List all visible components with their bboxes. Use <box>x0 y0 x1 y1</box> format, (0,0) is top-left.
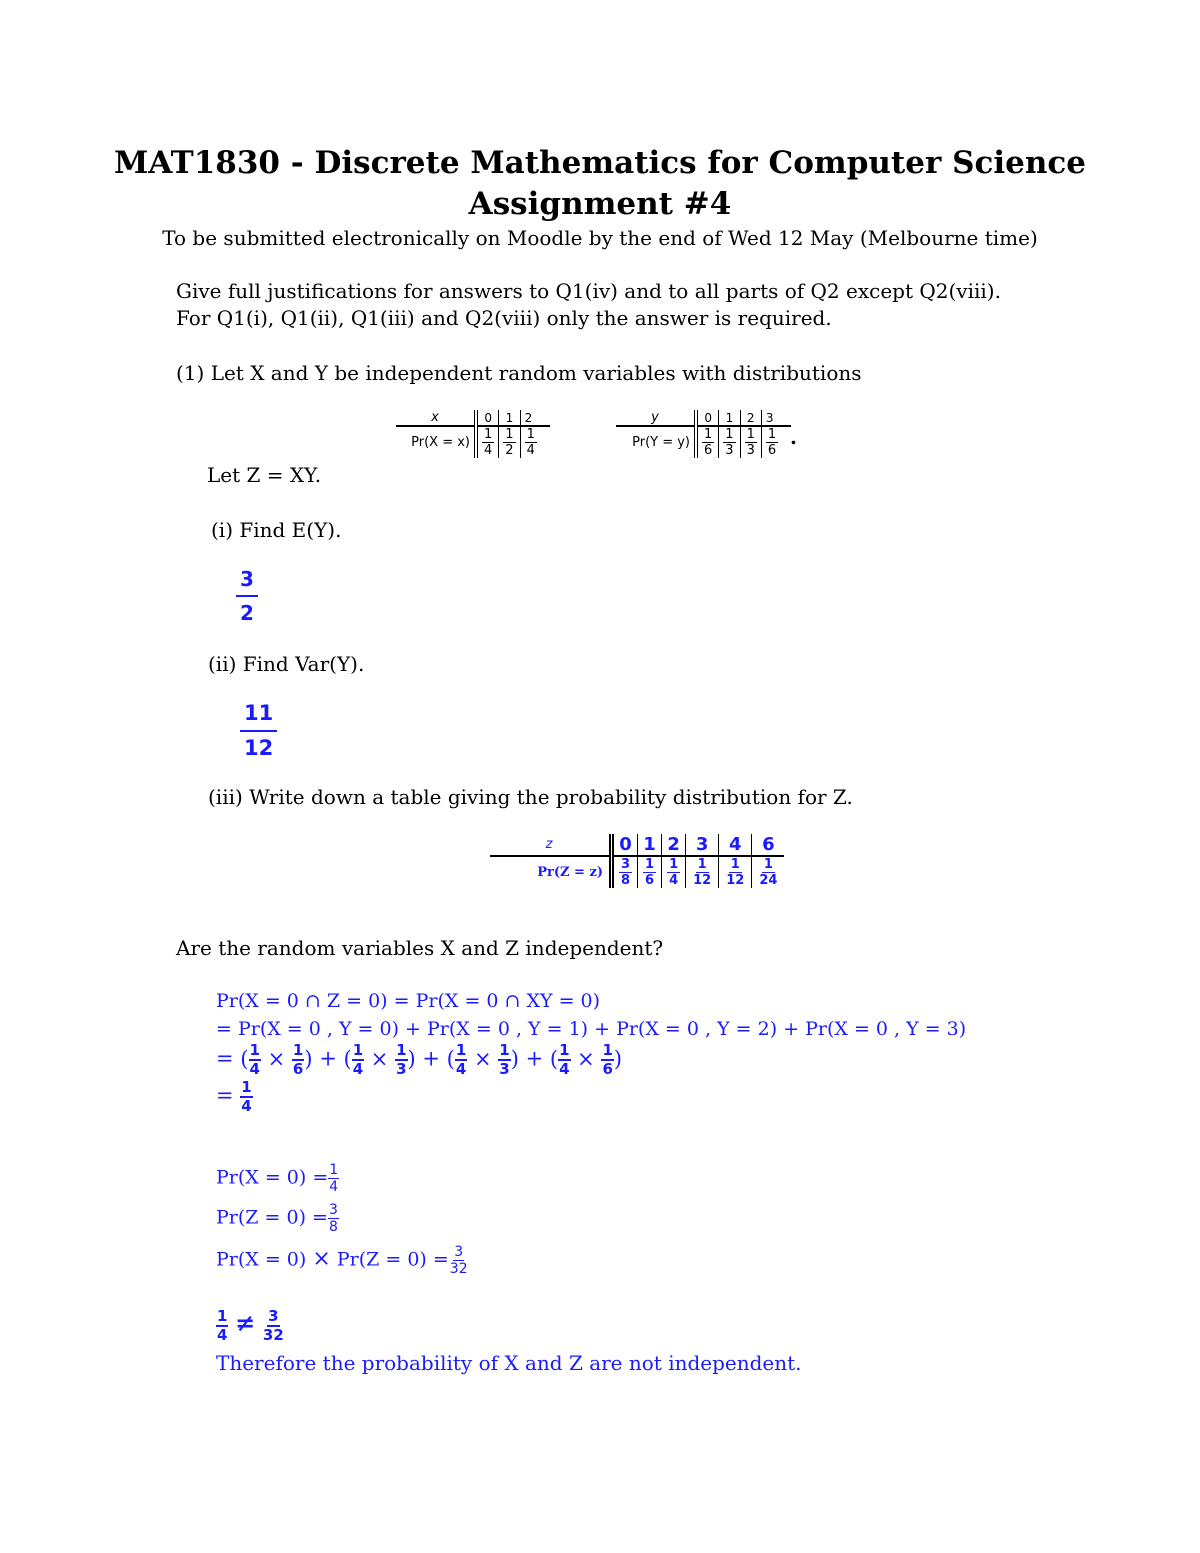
question-1-intro: (1) Let X and Y be independent random variables with distributions <box>176 361 862 385</box>
x-var-label: x <box>396 410 476 426</box>
z-prob: $\frac{1}{12}$ <box>726 857 745 888</box>
x-prob: $\frac{1}{4}$ <box>484 427 493 458</box>
question-1-i: (i) Find E(Y). <box>211 518 342 542</box>
y-value: 2 <box>740 410 761 426</box>
question-1-iii: (iii) Write down a table giving the probability distribution for Z. <box>208 785 853 809</box>
submission-note: To be submitted electronically on Moodle by the end of Wed 12 May (Melbourne time) <box>162 226 1038 250</box>
answer-expected-y: $\frac{3}{2}$ <box>236 569 258 623</box>
instructions-line-2: For Q1(i), Q1(ii), Q1(iii) and Q2(viii) only the answer is required. <box>176 306 832 330</box>
y-value: 0 <box>696 410 719 426</box>
y-value: 1 <box>719 410 740 426</box>
y-distribution-table <box>616 410 791 458</box>
let-z-statement: Let Z = XY. <box>207 463 322 487</box>
z-value: 2 <box>662 834 686 856</box>
y-prob: $\frac{1}{3}$ <box>725 427 734 458</box>
x-value: 2 <box>520 410 550 426</box>
x-value: 1 <box>499 410 520 426</box>
product-term: ( $\frac{1}{4}$ × $\frac{1}{6}$ ) <box>240 1041 313 1078</box>
prob-x-zero: Pr(X = 0) = $\frac{1}{4}$ <box>216 1162 339 1195</box>
product-term: ( $\frac{1}{4}$ × $\frac{1}{3}$ ) <box>343 1041 416 1078</box>
title-line-1: MAT1830 - Discrete Mathematics for Computer Science <box>113 145 1086 181</box>
working-line-3: = ( $\frac{1}{4}$ × $\frac{1}{6}$ ) + ( $\frac{1}{4}$ × $\frac{1}{3}$ ) + ( $\frac{1}{4}$ × $\frac{1}{3}$ ) + ( $\frac{1}{4}$ × $\frac{1}{6}$ ) <box>216 1041 623 1078</box>
product-term: ( $\frac{1}{4}$ × $\frac{1}{3}$ ) <box>446 1041 519 1078</box>
y-var-label: y <box>616 410 696 426</box>
z-value: 0 <box>612 834 638 856</box>
title-line-2: Assignment #4 <box>468 186 732 222</box>
z-value: 4 <box>719 834 752 856</box>
prob-z-zero: Pr(Z = 0) = $\frac{3}{8}$ <box>216 1202 338 1235</box>
z-var-label: z <box>490 834 612 856</box>
x-value: 0 <box>476 410 499 426</box>
x-distribution-table <box>396 410 550 458</box>
independence-question: Are the random variables X and Z independent? <box>176 936 664 960</box>
product-term: ( $\frac{1}{4}$ × $\frac{1}{6}$ ) <box>549 1041 623 1078</box>
z-prob: $\frac{1}{6}$ <box>645 857 655 888</box>
x-prob: $\frac{1}{4}$ <box>526 427 535 458</box>
z-value: 6 <box>752 834 785 856</box>
z-prob-label: Pr(Z = z) <box>490 856 612 888</box>
working-line-2: = Pr(X = 0 , Y = 0) + Pr(X = 0 , Y = 1) + Pr(X = 0 , Y = 2) + Pr(X = 0 , Y = 3) <box>216 1018 967 1040</box>
x-prob: $\frac{1}{2}$ <box>505 427 514 458</box>
working-line-1: Pr(X = 0 ∩ Z = 0) = Pr(X = 0 ∩ XY = 0) <box>216 990 601 1012</box>
prob-product: Pr(X = 0) × Pr(Z = 0) = $\frac{3}{32}$ <box>216 1244 468 1277</box>
z-prob: $\frac{1}{24}$ <box>759 857 778 888</box>
z-value: 1 <box>638 834 662 856</box>
y-prob: $\frac{1}{3}$ <box>746 427 755 458</box>
z-prob: $\frac{1}{4}$ <box>669 857 679 888</box>
question-1-ii: (ii) Find Var(Y). <box>208 652 365 676</box>
trailing-period: . <box>790 425 797 449</box>
y-prob: $\frac{1}{6}$ <box>704 427 713 458</box>
instructions-line-1: Give full justifications for answers to Q1(iv) and to all parts of Q2 except Q2(viii). <box>176 279 1001 303</box>
z-value: 3 <box>686 834 719 856</box>
x-prob-label: Pr(X = x) <box>396 426 476 458</box>
z-prob: $\frac{1}{12}$ <box>693 857 712 888</box>
y-value: 3 <box>761 410 791 426</box>
conclusion: Therefore the probability of X and Z are not independent. <box>216 1351 802 1375</box>
z-distribution-table <box>490 834 784 888</box>
working-line-4: = $\frac{1}{4}$ <box>216 1078 252 1115</box>
y-prob: $\frac{1}{6}$ <box>767 427 777 458</box>
answer-variance-y: $\frac{11}{12}$ <box>240 703 277 759</box>
not-equal-statement: $\frac{1}{4}$ ≠ $\frac{3}{32}$ <box>217 1306 284 1344</box>
y-prob-label: Pr(Y = y) <box>616 426 696 458</box>
z-prob: $\frac{3}{8}$ <box>621 857 631 888</box>
